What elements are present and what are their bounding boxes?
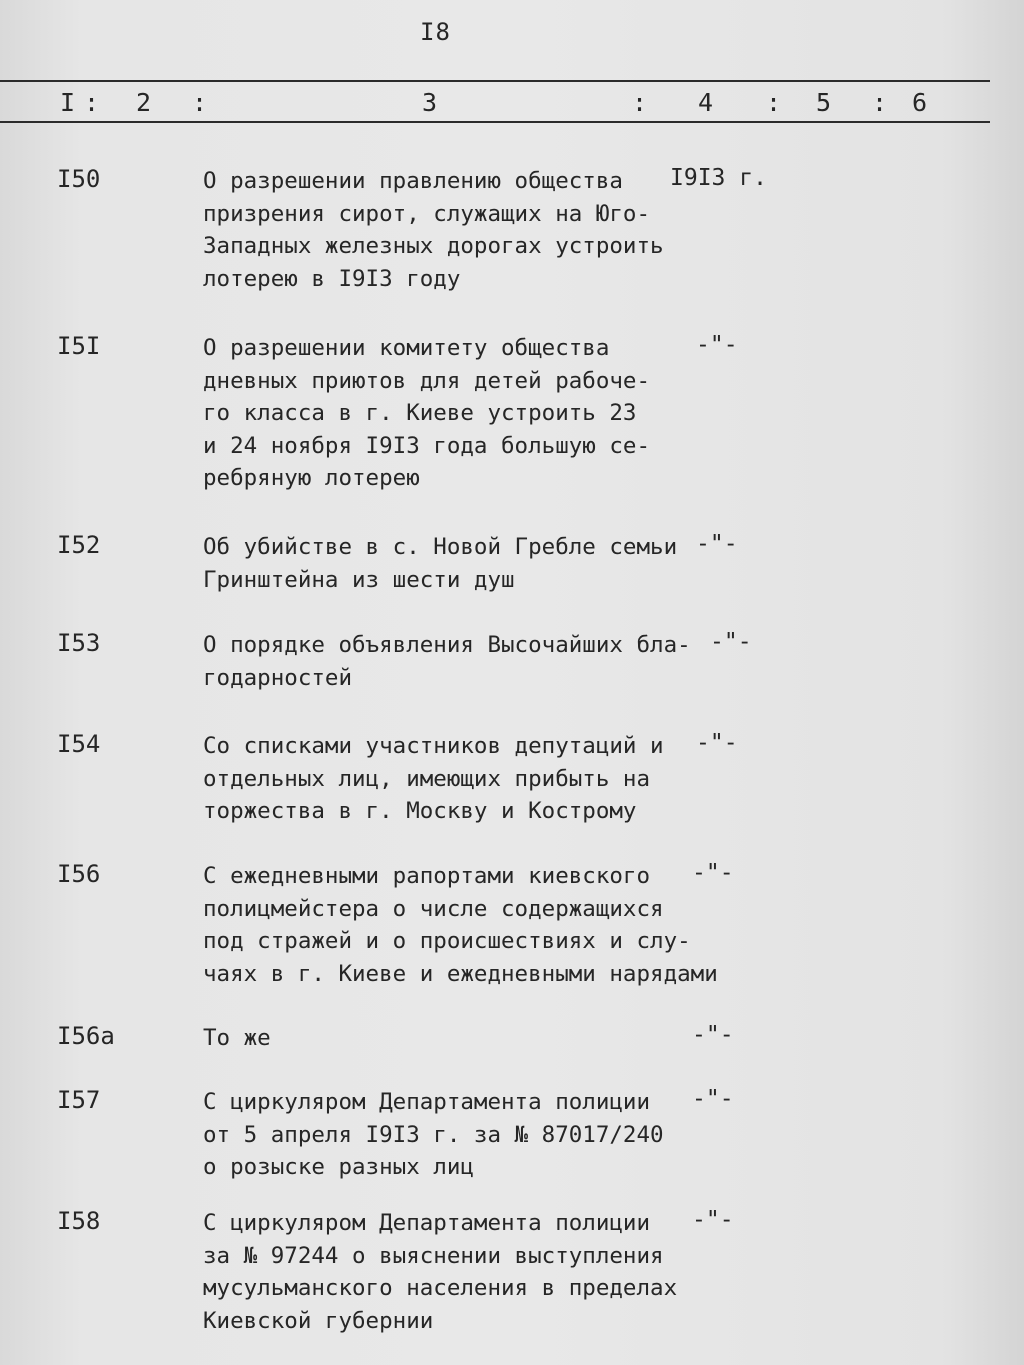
column-header-6: 6: [912, 88, 928, 117]
entry-date: -"-: [696, 531, 738, 557]
column-header-4: 4: [698, 88, 714, 117]
description-line: О порядке объявления Высочайших бла-: [203, 632, 691, 658]
description-line: торжества в г. Москву и Кострому: [203, 798, 637, 824]
description-line: за № 97244 о выяснении выступления: [203, 1242, 664, 1269]
description-line: мусульманского населения в пределах: [203, 1275, 678, 1301]
description-line: о розыске разных лиц: [203, 1154, 474, 1180]
column-separator: :: [192, 88, 208, 117]
column-header-2: 2: [136, 88, 152, 117]
description-line: дневных приютов для детей рабоче-: [203, 367, 651, 394]
description-line: полицмейстера о числе содержащихся: [203, 895, 664, 922]
column-header-1: I: [60, 88, 76, 117]
description-line: призрения сирот, служащих на Юго-: [203, 200, 651, 227]
description-line: Об убийстве в с. Новой Гребле семьи: [203, 534, 678, 560]
description-line: лотерею в I9I3 году: [203, 265, 461, 292]
description-line: С циркуляром Департамента полиции: [203, 1210, 651, 1236]
entry-date: -"-: [692, 1207, 734, 1233]
entry-date: -"-: [710, 629, 752, 655]
entry-date: -"-: [692, 1022, 734, 1048]
description-line: и 24 ноября I9I3 года большую се-: [203, 432, 651, 459]
column-separator: :: [872, 88, 888, 117]
description-line: го класса в г. Киеве устроить 23: [203, 400, 637, 426]
description-line: То же: [203, 1025, 271, 1051]
description-line: чаях в г. Киеве и ежедневными нарядами: [203, 960, 718, 987]
header-top-rule: [0, 80, 990, 82]
entry-number: I56: [57, 860, 101, 888]
description-line: от 5 апреля I9I3 г. за № 87017/240: [203, 1121, 664, 1148]
entry-description: [203, 1022, 271, 1055]
description-line: годарностей: [203, 664, 353, 691]
header-bottom-rule: [0, 121, 990, 123]
column-separator: :: [84, 88, 100, 117]
entry-date: -"-: [692, 1086, 734, 1112]
entry-description: [203, 165, 664, 295]
column-header-3: 3: [422, 88, 438, 117]
entry-description: [203, 730, 664, 828]
description-line: О разрешении комитету общества: [203, 335, 610, 361]
column-header-5: 5: [816, 88, 832, 117]
entry-number: I50: [57, 165, 101, 193]
entry-number: I53: [57, 629, 101, 657]
entry-number: I56а: [57, 1022, 115, 1050]
entry-number: I57: [57, 1086, 101, 1114]
entry-number: I52: [57, 531, 101, 559]
description-line: Киевской губернии: [203, 1307, 434, 1334]
page-number: I8: [420, 18, 451, 46]
entry-description: [203, 1086, 664, 1184]
description-line: С циркуляром Департамента полиции: [203, 1089, 651, 1115]
description-line: О разрешении правлению общества: [203, 168, 623, 194]
entry-description: [203, 332, 650, 495]
entry-description: [203, 1207, 677, 1337]
entry-description: [203, 629, 691, 694]
entry-date: -"-: [692, 860, 734, 886]
description-line: под стражей и о происшествиях и слу-: [203, 928, 691, 954]
description-line: Со списками участников депутаций и: [203, 733, 664, 759]
description-line: С ежедневными рапортами киевского: [203, 863, 651, 889]
description-line: отдельных лиц, имеющих прибыть на: [203, 765, 651, 792]
description-line: Западных железных дорогах устроить: [203, 233, 664, 259]
entry-number: I5I: [57, 332, 101, 360]
entry-date: -"-: [696, 332, 738, 358]
description-line: ребряную лотерею: [203, 465, 420, 491]
column-separator: :: [766, 88, 782, 117]
entry-number: I58: [57, 1207, 101, 1235]
entry-date: -"-: [696, 730, 738, 756]
entry-description: [203, 531, 677, 596]
description-line: Гринштейна из шести душ: [203, 566, 515, 593]
column-separator: :: [632, 88, 648, 117]
entry-number: I54: [57, 730, 101, 758]
entry-date: I9I3 г.: [670, 165, 767, 191]
entry-description: [203, 860, 718, 990]
